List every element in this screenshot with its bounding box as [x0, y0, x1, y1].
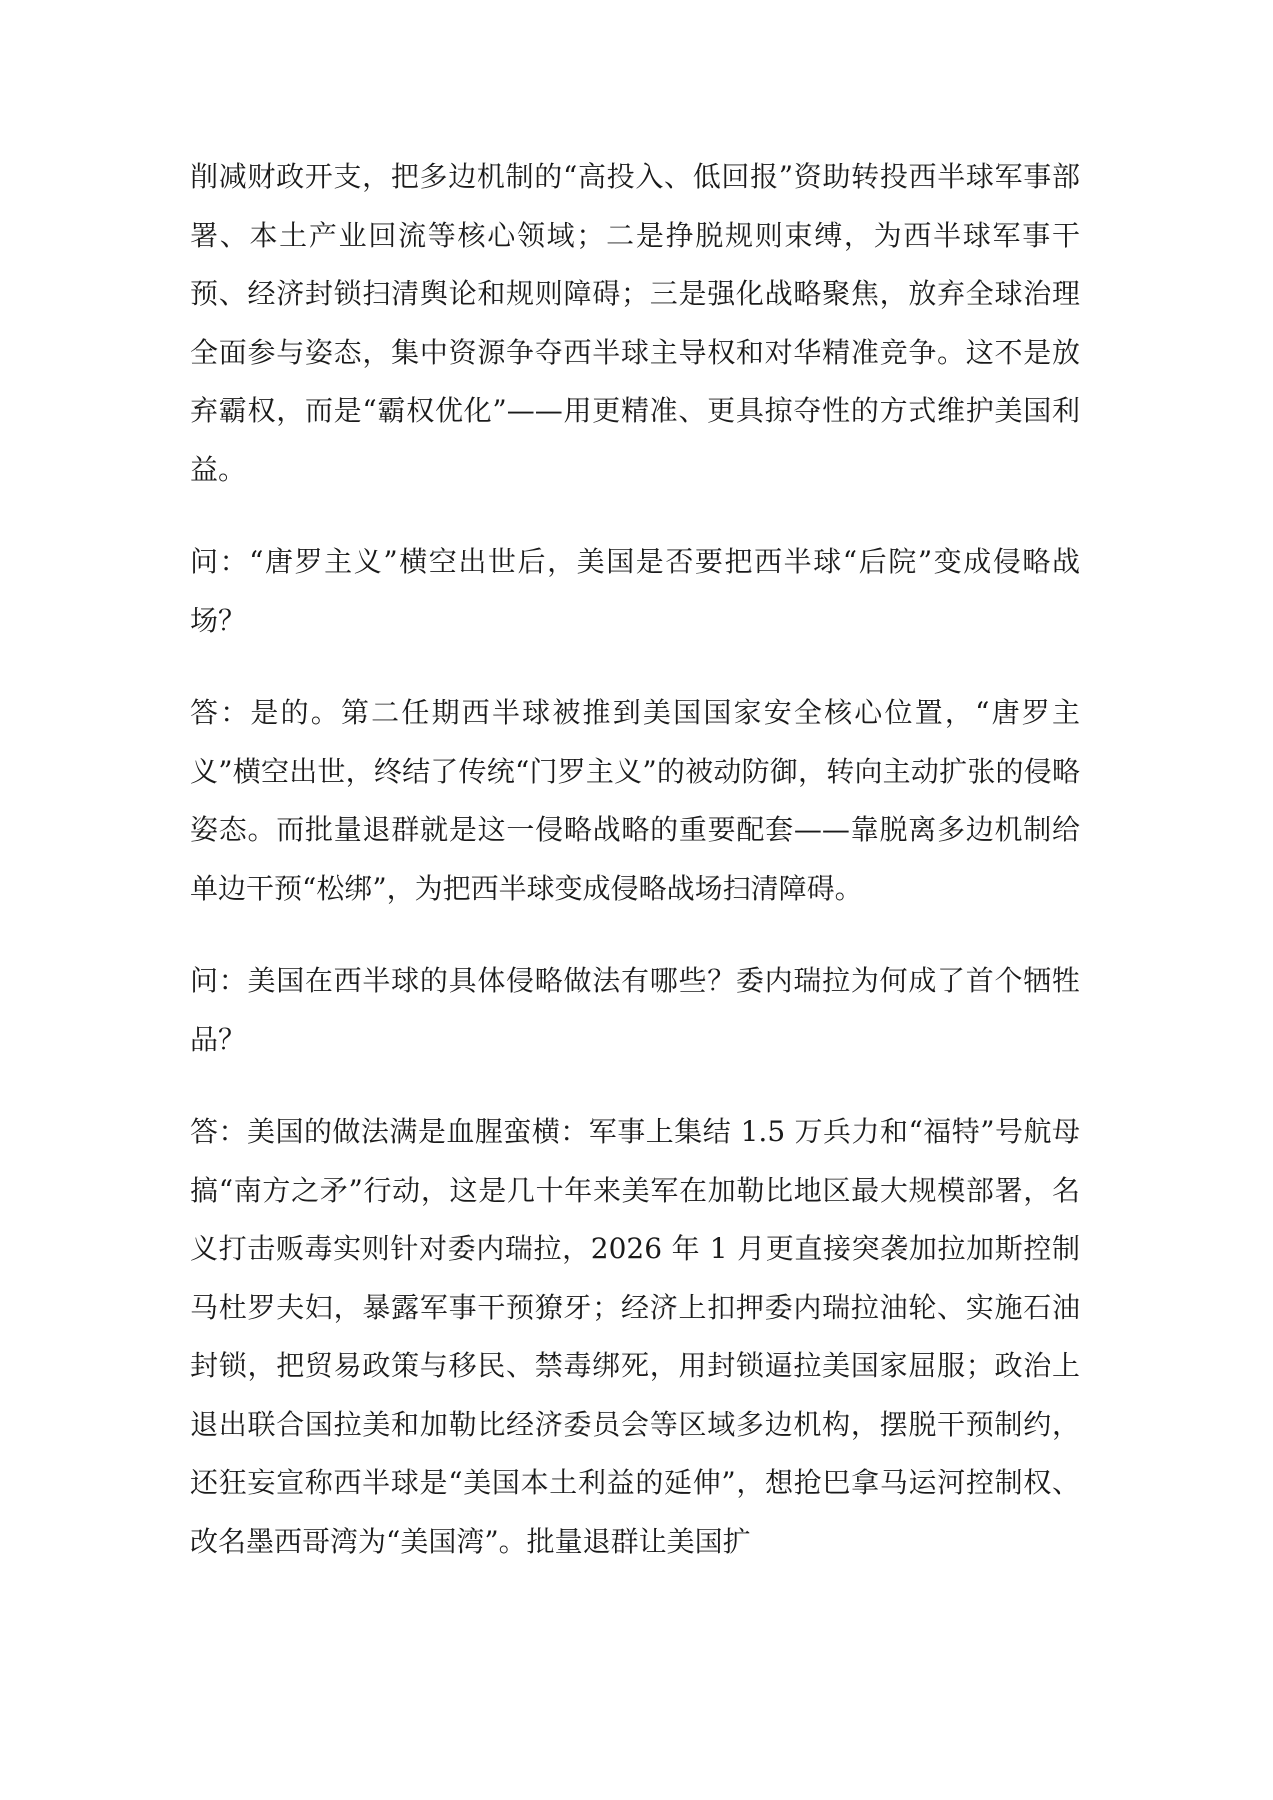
- question-paragraph: 问：美国在西半球的具体侵略做法有哪些？委内瑞拉为何成了首个牺牲品？: [190, 964, 1080, 1056]
- answer-paragraph: 答：是的。第二任期西半球被推到美国国家安全核心位置，“唐罗主义”横空出世，终结了传统“门罗主义”的被动防御，转向主动扩张的侵略姿态。而批量退群就是这一侵略战略的重要配套——靠脱离多边机制给单边干预“松绑”，为把西半球变成侵略战场扫清障碍。: [190, 696, 1080, 905]
- document-body: [190, 148, 1080, 1571]
- question-paragraph: 问：“唐罗主义”横空出世后，美国是否要把西半球“后院”变成侵略战场？: [190, 545, 1080, 637]
- answer-paragraph: 答：美国的做法满是血腥蛮横：军事上集结 1.5 万兵力和“福特”号航母搞“南方之矛”行动，这是几十年来美军在加勒比地区最大规模部署，名义打击贩毒实则针对委内瑞拉，2026 年 1 月更直接突袭加拉加斯控制马杜罗夫妇，暴露军事干预獠牙；经济上扣押委内瑞拉油轮、实施石油封锁，把贸易政策与移民、禁毒绑死，用封锁逼拉美国家屈服；政治上退出联合国拉美和加勒比经济委员会等区域多边机构，摆脱干预制约，还狂妄宣称西半球是“美国本土利益的延伸”，想抢巴拿马运河控制权、改名墨西哥湾为“美国湾”。批量退群让美国扩: [190, 1115, 1080, 1558]
- paragraph-continuation: 削减财政开支，把多边机制的“高投入、低回报”资助转投西半球军事部署、本土产业回流等核心领域；二是挣脱规则束缚，为西半球军事干预、经济封锁扫清舆论和规则障碍；三是强化战略聚焦，放弃全球治理全面参与姿态，集中资源争夺西半球主导权和对华精准竞争。这不是放弃霸权，而是“霸权优化”——用更精准、更具掠夺性的方式维护美国利益。: [190, 160, 1080, 486]
